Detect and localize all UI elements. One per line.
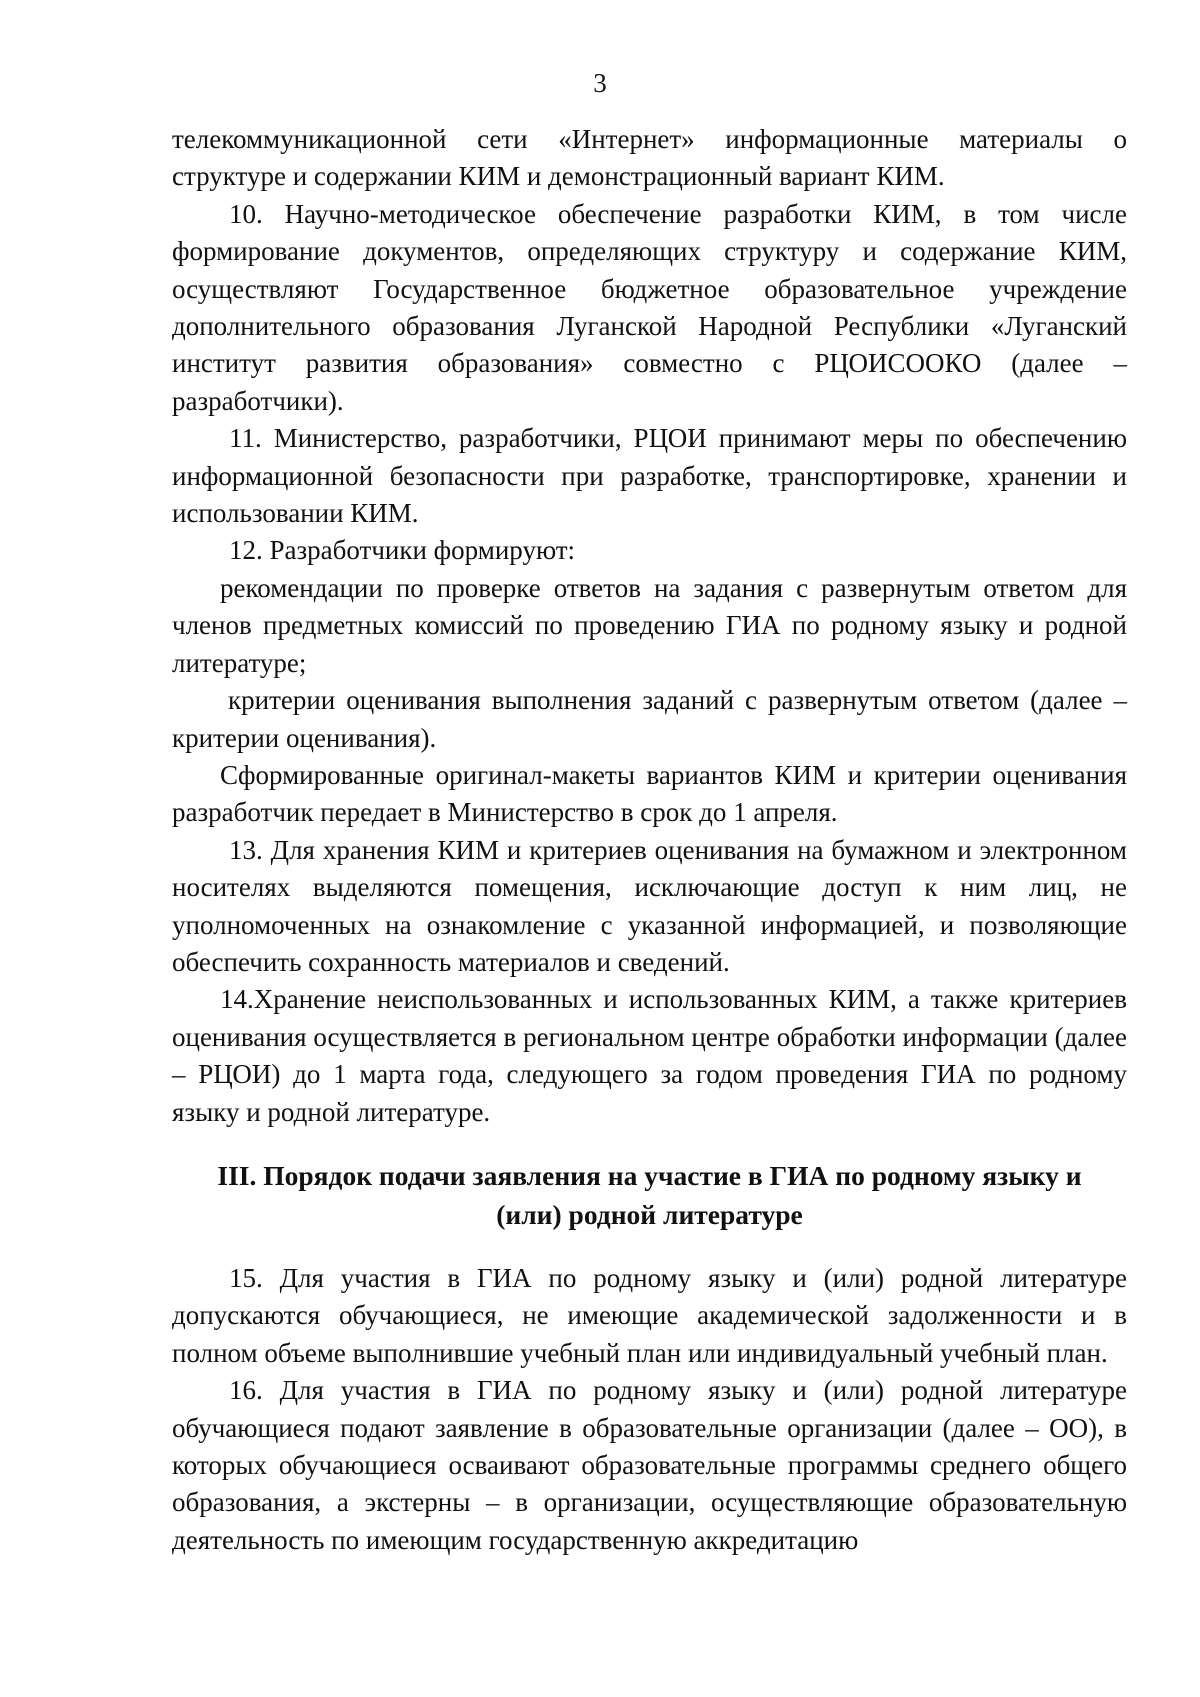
paragraph-10: 10. Научно-методическое обеспечение разработки КИМ, в том числе формирование документов, определяющих структуру и содержание КИМ, осуществляют Государственное бюджетное образовательное учреждение дополнительного образования Луганской Народной Республики «Луганский институт развития образования» совместно с РЦОИСООКО (далее – разработчики).: [172, 198, 1127, 416]
page-number: 3: [593, 68, 607, 98]
paragraph-15: 15. Для участия в ГИА по родному языку и (или) родной литературе допускаются обучающиеся, не имеющие академической задолженности и в полном объеме выполнившие учебный план или индивидуальный учебный план.: [172, 1262, 1127, 1368]
section-heading-line-2: (или) родной литературе: [496, 1198, 803, 1230]
section-heading-line-1: III. Порядок подачи заявления на участие в ГИА по родному языку и: [217, 1159, 1082, 1191]
document-body: [172, 121, 1127, 1559]
paragraph-14: 14.Хранение неиспользованных и использованных КИМ, а также критериев оценивания осуществляется в региональном центре обработки информации (далее – РЦОИ) до 1 марта года, следующего за годом проведения ГИА по родному языку и родной литературе.: [172, 984, 1127, 1127]
paragraph-12-transfer: Сформированные оригинал-макеты вариантов КИМ и критерии оценивания разработчик передает в Министерство в срок до 1 апреля.: [172, 759, 1127, 828]
section-heading: [172, 1131, 1127, 1260]
paragraph-13: 13. Для хранения КИМ и критериев оценивания на бумажном и электронном носителях выделяются помещения, исключающие доступ к ним лиц, не уполномоченных на ознакомление с указанной информацией, и позволяющие обеспечить сохранность материалов и сведений.: [172, 834, 1127, 977]
paragraph-12: 12. Разработчики формируют:: [229, 535, 576, 566]
paragraph-continuation: телекоммуникационной сети «Интернет» информационные материалы о структуре и содержании КИМ и демонстрационный вариант КИМ.: [172, 124, 1127, 192]
paragraph-12-recommendations: рекомендации по проверке ответов на задания с развернутым ответом для членов предметных комиссий по проведению ГИА по родному языку и родной литературе;: [172, 572, 1127, 678]
paragraph-12-criteria: критерии оценивания выполнения заданий с развернутым ответом (далее – критерии оценивания).: [172, 685, 1127, 753]
paragraph-11: 11. Министерство, разработчики, РЦОИ принимают меры по обеспечению информационной безопасности при разработке, транспортировке, хранении и использовании КИМ.: [172, 423, 1127, 529]
paragraph-16: 16. Для участия в ГИА по родному языку и (или) родной литературе обучающиеся подают заявление в образовательные организации (далее – ОО), в которых обучающиеся осваивают образовательные программы среднего общего образования, а экстерны – в организации, осуществляющие образовательную деятельность по имеющим государственную аккредитацию: [172, 1375, 1127, 1555]
